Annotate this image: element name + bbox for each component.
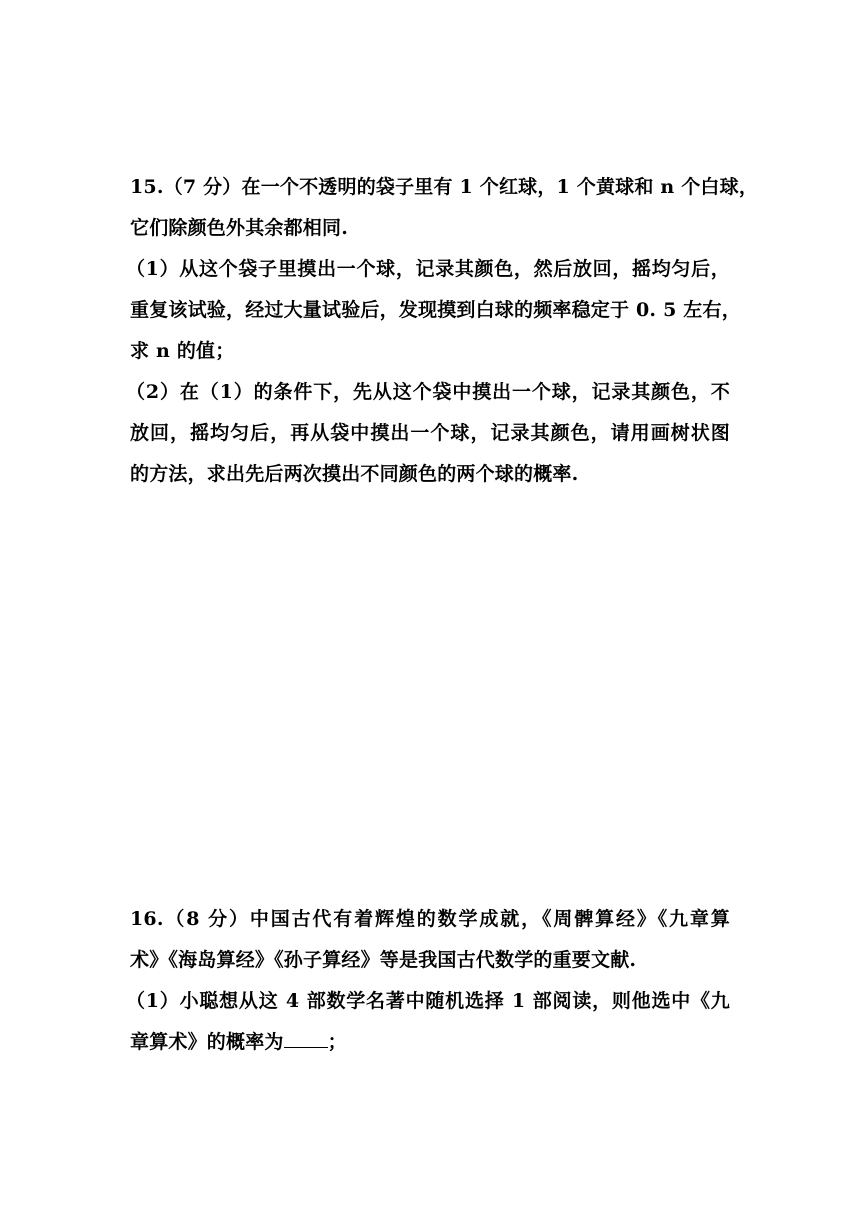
q15-part2-line-3: 的方法，求出先后两次摸出不同颜色的两个球的概率. — [130, 463, 579, 485]
q16-line-1: 16.（8 分）中国古代有着辉煌的数学成就，《周髀算经》《九章算 — [130, 908, 730, 930]
q16-part1-line-2-suffix: ； — [327, 1031, 347, 1053]
q15-part1-line-1: （1）从这个袋子里摸出一个球，记录其颜色，然后放回，摇均匀后， — [126, 258, 730, 280]
q15-line-1: 15.（7 分）在一个不透明的袋子里有 1 个红球，1 个黄球和 n 个白球， — [130, 176, 759, 198]
q15-part2-line-1: （2）在（1）的条件下，先从这个袋中摸出一个球，记录其颜色，不 — [126, 381, 730, 403]
q15-part2-line-2: 放回，摇均匀后，再从袋中摸出一个球，记录其颜色，请用画树状图 — [130, 422, 730, 444]
q15-part1-line-2: 重复该试验，经过大量试验后，发现摸到白球的频率稳定于 0. 5 左右， — [130, 299, 741, 321]
answer-blank[interactable] — [284, 1027, 328, 1048]
q15-line-2: 它们除颜色外其余都相同. — [130, 217, 349, 239]
q16-part1-line-2-text: 章算术》的概率为 — [130, 1031, 284, 1053]
question-15 — [126, 167, 759, 495]
question-16 — [126, 899, 730, 1063]
q16-part1-line-2 — [130, 1022, 730, 1063]
q16-line-2: 术》《海岛算经》《孙子算经》等是我国古代数学的重要文献. — [130, 949, 637, 971]
q16-part1-line-1: （1）小聪想从这 4 部数学名著中随机选择 1 部阅读，则他选中《九 — [126, 990, 730, 1012]
q15-part1-line-3: 求 n 的值； — [130, 340, 235, 362]
